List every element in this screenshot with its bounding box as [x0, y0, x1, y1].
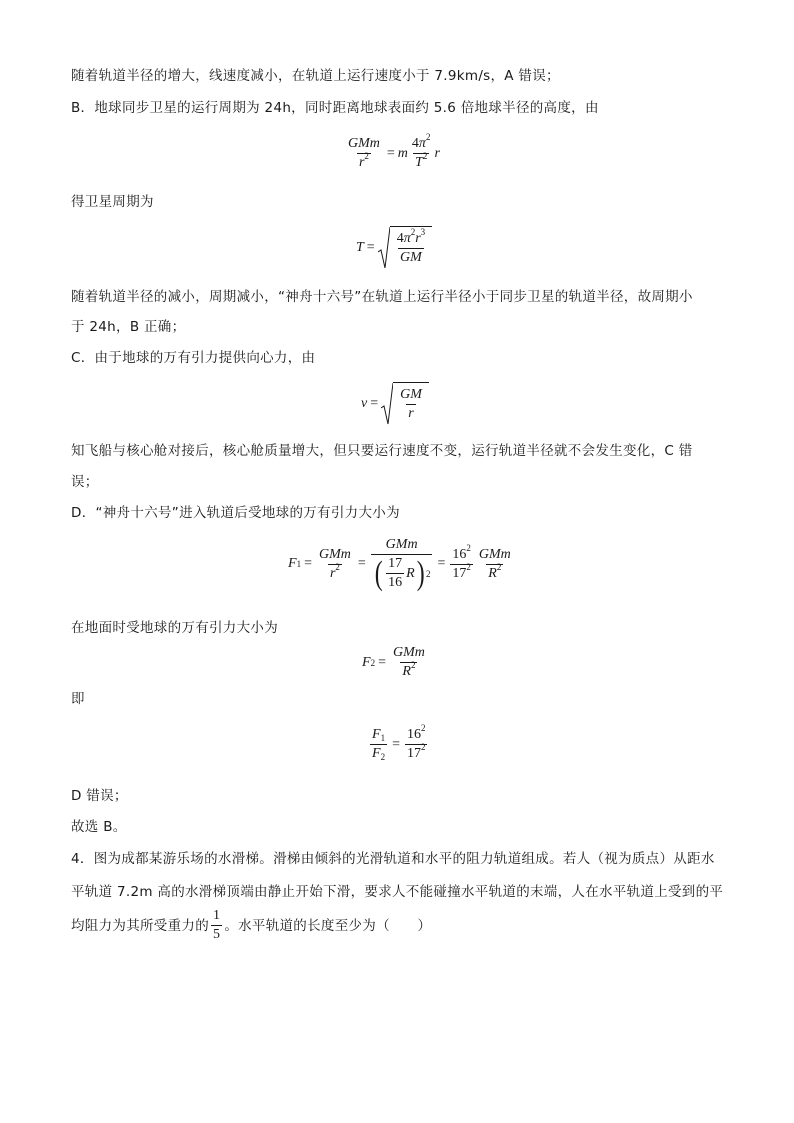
text-line-16 [71, 908, 431, 943]
text-line-9: D．“神舟十六号”进入轨道后受地球的万有引力大小为 [71, 505, 400, 521]
inline-fraction-denominator: 5 [213, 927, 221, 942]
text-line-11: 即 [71, 691, 85, 707]
text-line-16-end: 。水平轨道的长度至少为（ ） [224, 917, 432, 934]
equation-5: F 2 = $\frac{\text{GMm}}{R^2}$ [362, 645, 425, 679]
text-line-15: 平轨道 7.2m 高的水滑梯顶端由静止开始下滑，要求人不能碰撞水平轨道的末端，人在水平轨道上受到的平 [71, 884, 724, 900]
inline-fraction-numerator: 1 [213, 908, 221, 923]
equation-6: $\frac{F_1}{F_2}$ = $\frac{16^2}{17^2}$ [372, 723, 426, 762]
text-line-6: C．由于地球的万有引力提供向心力，由 [71, 350, 316, 366]
text-line-10: 在地面时受地球的万有引力大小为 [71, 620, 278, 636]
text-line-2: B．地球同步卫星的运行周期为 24h，同时距离地球表面约 5.6 倍地球半径的高度，由 [71, 100, 599, 116]
text-line-4: 随着轨道半径的减小，周期减小，“神舟十六号”在轨道上运行半径小于同步卫星的轨道半径，故周期小 [71, 289, 693, 305]
text-line-16-start: 均阻力为其所受重力的 [71, 917, 209, 934]
inline-fraction [211, 908, 222, 943]
equation-1: $\frac{\text{GMm}}{r^2}$ = m $\frac{4\pi^2}{T^2}$ r [348, 132, 440, 170]
equation-4: F 1 = $\frac{\text{GMm}}{r^2}$ = GMm ( $\frac{17}{16}$ R ) 2 = $\frac{16^2}{17^2}$ $\frac{\text{GMm}}{R^2}$ [288, 537, 511, 592]
text-line-1: 随着轨道半径的增大，线速度减小，在轨道上运行速度小于 7.9km/s，A 错误； [71, 68, 560, 84]
text-line-8: 误； [71, 474, 99, 490]
text-line-12: D 错误； [71, 788, 128, 804]
text-line-13: 故选 B。 [71, 819, 127, 835]
equation-3: v = $\frac{GM}{r}$ [361, 382, 429, 426]
text-line-7: 知飞船与核心舱对接后，核心舱质量增大，但只要运行速度不变，运行轨道半径就不会发生变化，C 错 [71, 443, 693, 459]
text-line-14: 4．图为成都某游乐场的水滑梯。滑梯由倾斜的光滑轨道和水平的阻力轨道组成。若人（视为质点）从距水 [71, 851, 715, 867]
equation-2: T = $\frac{4\pi^2r^3}{GM}$ [356, 226, 432, 270]
text-line-3: 得卫星周期为 [71, 194, 154, 210]
text-line-5: 于 24h，B 正确； [71, 319, 186, 335]
